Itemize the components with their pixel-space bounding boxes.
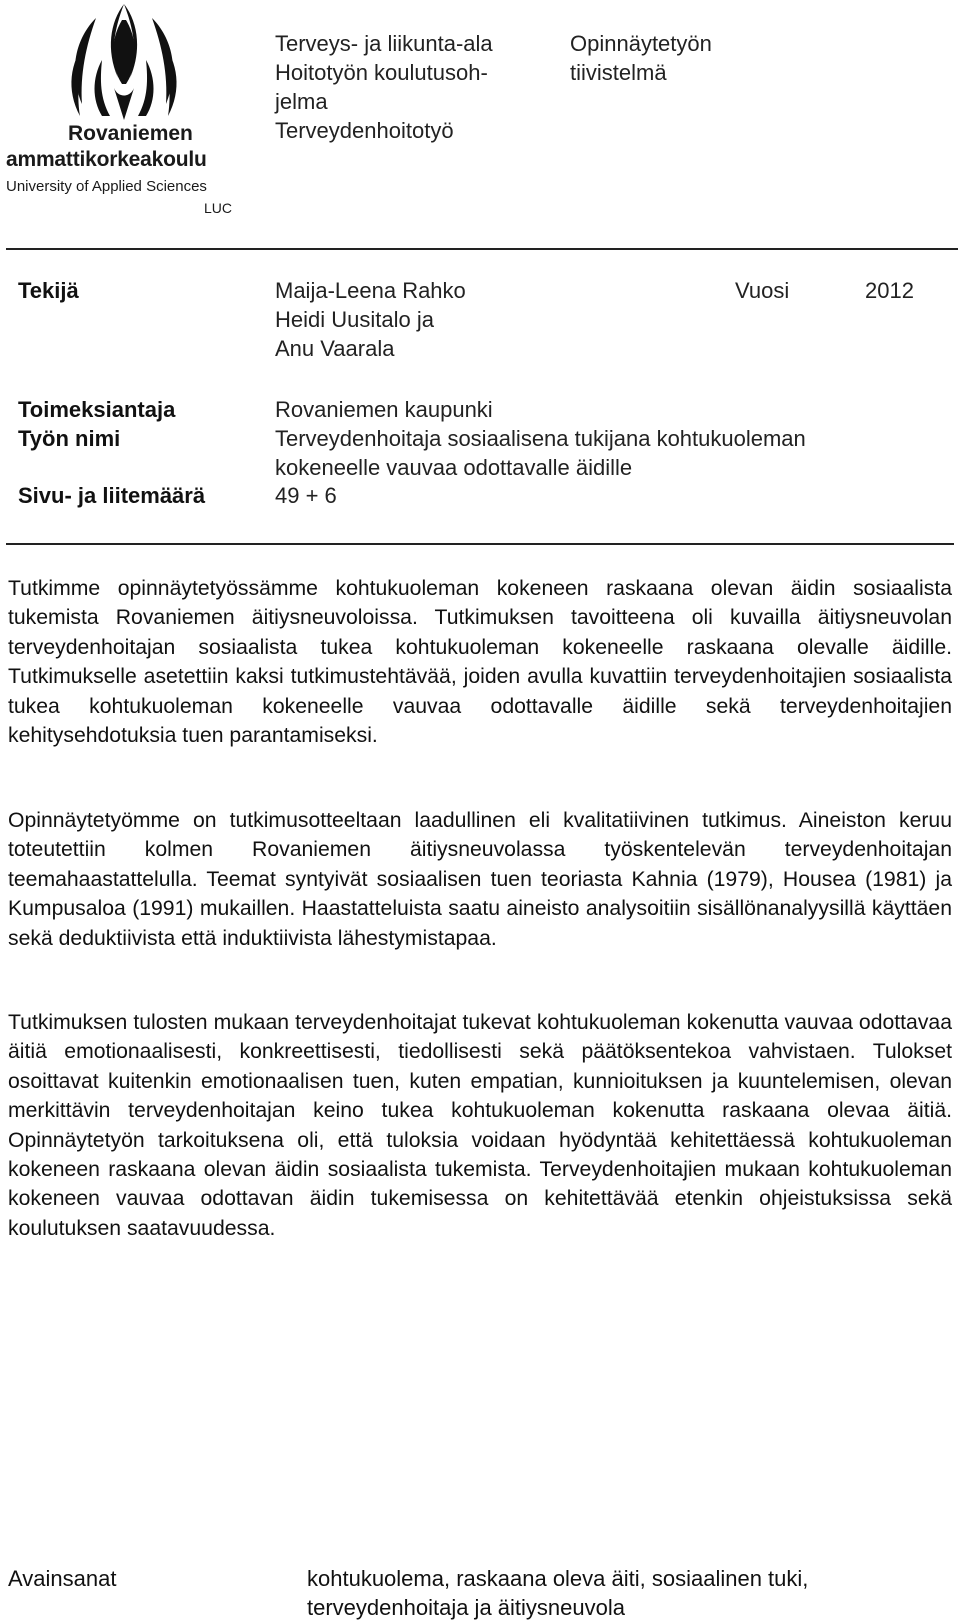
faculty-line: Terveys- ja liikunta-ala	[275, 31, 493, 56]
thesis-title-line: Terveydenhoitaja sosiaalisena tukijana kohtukuoleman	[275, 426, 806, 451]
logo-name-line4: LUC	[204, 200, 233, 216]
keywords-value: kohtukuolema, raskaana oleva äiti, sosiaalinen tuki, terveydenhoitaja ja äitiysneuvola	[307, 1566, 809, 1620]
meta-divider	[6, 543, 954, 545]
author-name: Anu Vaarala	[275, 336, 395, 361]
year-value: 2012	[865, 278, 914, 303]
pages-value: 49 + 6	[275, 483, 337, 508]
abstract-paragraph-2: Opinnäytetyömme on tutkimusotteeltaan laadullinen eli kvalitatiivinen tutkimus. Aineiston keruu toteutettiin kolmen Rovaniemen äitiysneuvolassa työskentelevän terveydenhoitajan teemahaastattelulla. Teemat syntyivät sosiaalisen tuen teoriasta Kahnia (1979), Housea (1981) ja Kumpusaloa (1991) mukaillen. Haastatteluista saatu aineisto analysoitiin sisällönanalyysillä käyttäen sekä deduktiivista että induktiivista lähestymistapaa.	[8, 809, 952, 950]
rovaniemi-emblem-icon	[6, 0, 238, 130]
specialisation-line: Terveydenhoitotyö	[275, 118, 454, 143]
abstract-paragraph-3: Tutkimuksen tulosten mukaan terveydenhoitajat tukevat kohtukuoleman kokenutta vauvaa odottavaa äitiä emotionaalisesti, konkreettisesti, tiedollisesti sekä päätöksentekoa vahvistaen. Tulokset osoittavat kuitenkin emotionaalisen tuen, kuten empatian, kunnioituksen ja kuuntelemisen, olevan merkittävin terveydenhoitajan keino tukea kohtukuoleman kokenutta raskaana olevaa äitiä. Opinnäytetyön tarkoituksena oli, että tuloksia voidaan hyödyntää kehitettäessä kohtukuoleman kokeneen raskaana olevan äidin sosiaalista tukemista. Terveydenhoitajien mukaan kohtukuoleman kokeneen vauvaa odottavan äidin tukemisessa on kehitettävää etenkin ohjeistuksissa sekä koulutuksen saatavuudessa.	[8, 1011, 952, 1240]
thesis-title	[275, 424, 915, 482]
thesis-title-line: kokeneelle vauvaa odottavalle äidille	[275, 455, 633, 480]
author-label: Tekijä	[18, 278, 79, 303]
document-type	[570, 29, 770, 87]
commissioner-value: Rovaniemen kaupunki	[275, 397, 493, 422]
faculty-info	[275, 29, 540, 145]
author-name: Heidi Uusitalo ja	[275, 307, 434, 332]
logo-name-line2: ammattikorkeakoulu	[6, 148, 207, 171]
programme-line: Hoitotyön koulutusoh-	[275, 60, 488, 85]
logo-name-line1: Rovaniemen	[68, 122, 193, 145]
programme-line-continued: jelma	[275, 89, 328, 114]
author-name: Maija-Leena Rahko	[275, 278, 466, 303]
document-type-line2: tiivistelmä	[570, 60, 667, 85]
document-type-line1: Opinnäytetyön	[570, 31, 712, 56]
university-logo	[6, 0, 238, 220]
logo-name-line3: University of Applied Sciences	[6, 178, 207, 195]
pages-label: Sivu- ja liitemäärä	[18, 483, 206, 508]
commissioner-label: Toimeksiantaja	[18, 397, 176, 422]
header-divider	[6, 248, 958, 250]
title-label: Työn nimi	[18, 426, 121, 451]
year-label: Vuosi	[735, 278, 790, 303]
abstract-paragraph-1: Tutkimme opinnäytetyössämme kohtukuoleman kokeneen raskaana olevan äidin sosiaalista tukemista Rovaniemen äitiysneuvoloissa. Tutkimuksen tavoitteena oli kuvailla äitiysneuvolan terveydenhoitajan sosiaalista tukea kohtukuoleman kokeneelle raskaana olevalle äidille. Tutkimukselle asetettiin kaksi tutkimustehtävää, joiden avulla kuvattiin terveydenhoitajien sosiaalista tukea kohtukuoleman kokeneelle vauvaa odottavalle äidille sekä terveydenhoitajien kehitysehdotuksia tuen parantamiseksi.	[8, 577, 952, 748]
authors	[275, 276, 466, 363]
keywords-label: Avainsanat	[8, 1566, 117, 1591]
